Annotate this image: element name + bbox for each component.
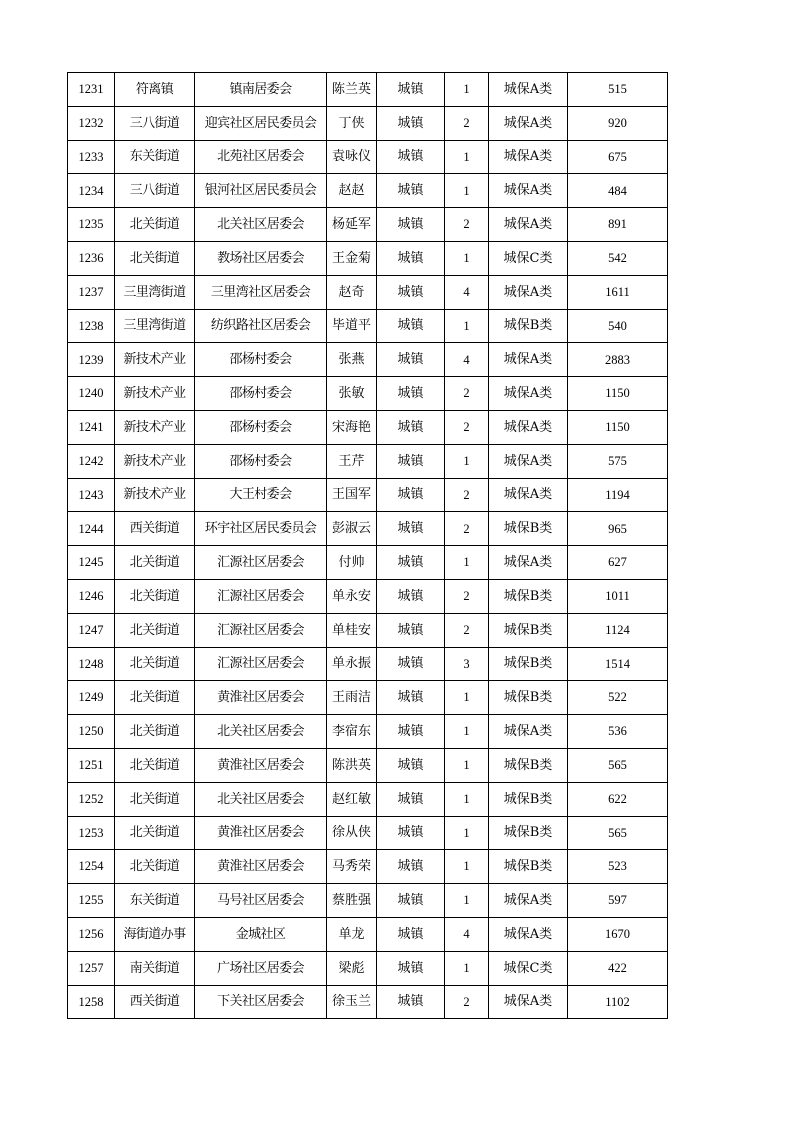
- record-id-cell: 1247: [68, 613, 115, 647]
- household-count-cell: 1: [445, 140, 489, 174]
- amount-cell: 891: [568, 208, 668, 242]
- record-id-cell: 1245: [68, 546, 115, 580]
- household-count-cell: 2: [445, 613, 489, 647]
- area-type-cell: 城镇: [377, 343, 445, 377]
- area-type-cell: 城镇: [377, 275, 445, 309]
- area-type-cell: 城镇: [377, 715, 445, 749]
- community-cell: 北关社区居委会: [195, 715, 327, 749]
- street-cell: 北关街道: [115, 850, 195, 884]
- amount-cell: 622: [568, 782, 668, 816]
- amount-cell: 675: [568, 140, 668, 174]
- area-type-cell: 城镇: [377, 309, 445, 343]
- amount-cell: 965: [568, 512, 668, 546]
- household-count-cell: 3: [445, 647, 489, 681]
- person-name-cell: 王芹: [327, 444, 377, 478]
- amount-cell: 1102: [568, 985, 668, 1019]
- table-row: [68, 410, 668, 444]
- person-name-cell: 马秀荣: [327, 850, 377, 884]
- street-cell: 新技术产业: [115, 444, 195, 478]
- amount-cell: 522: [568, 681, 668, 715]
- table-row: [68, 816, 668, 850]
- community-cell: 汇源社区居委会: [195, 579, 327, 613]
- street-cell: 北关街道: [115, 782, 195, 816]
- amount-cell: 1124: [568, 613, 668, 647]
- household-count-cell: 1: [445, 816, 489, 850]
- record-id-cell: 1257: [68, 951, 115, 985]
- area-type-cell: 城镇: [377, 951, 445, 985]
- person-name-cell: 梁彪: [327, 951, 377, 985]
- insurance-category-cell: 城保A类: [489, 174, 568, 208]
- street-cell: 东关街道: [115, 140, 195, 174]
- table-row: [68, 850, 668, 884]
- insurance-category-cell: 城保B类: [489, 613, 568, 647]
- street-cell: 三里湾街道: [115, 275, 195, 309]
- person-name-cell: 彭淑云: [327, 512, 377, 546]
- insurance-category-cell: 城保A类: [489, 985, 568, 1019]
- record-id-cell: 1236: [68, 241, 115, 275]
- person-name-cell: 蔡胜强: [327, 884, 377, 918]
- household-count-cell: 1: [445, 73, 489, 107]
- record-id-cell: 1253: [68, 816, 115, 850]
- area-type-cell: 城镇: [377, 208, 445, 242]
- amount-cell: 597: [568, 884, 668, 918]
- street-cell: 西关街道: [115, 985, 195, 1019]
- amount-cell: 536: [568, 715, 668, 749]
- record-id-cell: 1237: [68, 275, 115, 309]
- community-cell: 三里湾社区居委会: [195, 275, 327, 309]
- amount-cell: 540: [568, 309, 668, 343]
- table-row: [68, 73, 668, 107]
- person-name-cell: 赵奇: [327, 275, 377, 309]
- community-cell: 大王村委会: [195, 478, 327, 512]
- person-name-cell: 张敏: [327, 377, 377, 411]
- community-cell: 马号社区居委会: [195, 884, 327, 918]
- record-id-cell: 1251: [68, 748, 115, 782]
- record-id-cell: 1250: [68, 715, 115, 749]
- street-cell: 北关街道: [115, 647, 195, 681]
- street-cell: 东关街道: [115, 884, 195, 918]
- person-name-cell: 杨延军: [327, 208, 377, 242]
- insurance-category-cell: 城保B类: [489, 850, 568, 884]
- insurance-category-cell: 城保A类: [489, 917, 568, 951]
- street-cell: 符离镇: [115, 73, 195, 107]
- person-name-cell: 李宿东: [327, 715, 377, 749]
- area-type-cell: 城镇: [377, 512, 445, 546]
- household-count-cell: 1: [445, 546, 489, 580]
- community-cell: 北关社区居委会: [195, 208, 327, 242]
- area-type-cell: 城镇: [377, 917, 445, 951]
- amount-cell: 484: [568, 174, 668, 208]
- area-type-cell: 城镇: [377, 579, 445, 613]
- insurance-category-cell: 城保A类: [489, 410, 568, 444]
- community-cell: 邵杨村委会: [195, 444, 327, 478]
- community-cell: 黄淮社区居委会: [195, 748, 327, 782]
- table-row: [68, 377, 668, 411]
- household-count-cell: 2: [445, 985, 489, 1019]
- record-id-cell: 1249: [68, 681, 115, 715]
- household-count-cell: 1: [445, 850, 489, 884]
- record-id-cell: 1232: [68, 106, 115, 140]
- street-cell: 北关街道: [115, 241, 195, 275]
- record-id-cell: 1243: [68, 478, 115, 512]
- insurance-category-cell: 城保B类: [489, 816, 568, 850]
- record-id-cell: 1239: [68, 343, 115, 377]
- amount-cell: 1514: [568, 647, 668, 681]
- table-row: [68, 140, 668, 174]
- record-id-cell: 1238: [68, 309, 115, 343]
- person-name-cell: 王国军: [327, 478, 377, 512]
- community-cell: 教场社区居委会: [195, 241, 327, 275]
- insurance-category-cell: 城保A类: [489, 343, 568, 377]
- insurance-category-cell: 城保A类: [489, 208, 568, 242]
- amount-cell: 1150: [568, 410, 668, 444]
- household-count-cell: 2: [445, 478, 489, 512]
- area-type-cell: 城镇: [377, 174, 445, 208]
- record-id-cell: 1252: [68, 782, 115, 816]
- area-type-cell: 城镇: [377, 782, 445, 816]
- person-name-cell: 单龙: [327, 917, 377, 951]
- table-row: [68, 681, 668, 715]
- street-cell: 三八街道: [115, 174, 195, 208]
- table-row: [68, 546, 668, 580]
- table-row: [68, 613, 668, 647]
- insurance-category-cell: 城保A类: [489, 478, 568, 512]
- record-id-cell: 1233: [68, 140, 115, 174]
- record-id-cell: 1242: [68, 444, 115, 478]
- community-cell: 邵杨村委会: [195, 410, 327, 444]
- table-row: [68, 309, 668, 343]
- area-type-cell: 城镇: [377, 106, 445, 140]
- table-row: [68, 444, 668, 478]
- table-body: [68, 73, 668, 1019]
- person-name-cell: 徐玉兰: [327, 985, 377, 1019]
- community-cell: 纺织路社区居委会: [195, 309, 327, 343]
- community-cell: 环宇社区居民委员会: [195, 512, 327, 546]
- street-cell: 三八街道: [115, 106, 195, 140]
- community-cell: 邵杨村委会: [195, 377, 327, 411]
- community-cell: 汇源社区居委会: [195, 546, 327, 580]
- street-cell: 北关街道: [115, 208, 195, 242]
- insurance-category-cell: 城保A类: [489, 275, 568, 309]
- household-count-cell: 1: [445, 884, 489, 918]
- record-id-cell: 1231: [68, 73, 115, 107]
- area-type-cell: 城镇: [377, 884, 445, 918]
- household-count-cell: 1: [445, 309, 489, 343]
- household-count-cell: 4: [445, 275, 489, 309]
- area-type-cell: 城镇: [377, 377, 445, 411]
- person-name-cell: 赵红敏: [327, 782, 377, 816]
- person-name-cell: 陈洪英: [327, 748, 377, 782]
- record-id-cell: 1256: [68, 917, 115, 951]
- community-cell: 银河社区居民委员会: [195, 174, 327, 208]
- area-type-cell: 城镇: [377, 410, 445, 444]
- street-cell: 北关街道: [115, 748, 195, 782]
- household-count-cell: 1: [445, 782, 489, 816]
- amount-cell: 1011: [568, 579, 668, 613]
- table-row: [68, 241, 668, 275]
- street-cell: 西关街道: [115, 512, 195, 546]
- insurance-category-cell: 城保B类: [489, 748, 568, 782]
- person-name-cell: 张燕: [327, 343, 377, 377]
- person-name-cell: 徐从侠: [327, 816, 377, 850]
- amount-cell: 920: [568, 106, 668, 140]
- table-row: [68, 782, 668, 816]
- amount-cell: 1194: [568, 478, 668, 512]
- community-cell: 下关社区居委会: [195, 985, 327, 1019]
- street-cell: 海街道办事: [115, 917, 195, 951]
- street-cell: 北关街道: [115, 681, 195, 715]
- area-type-cell: 城镇: [377, 73, 445, 107]
- community-cell: 汇源社区居委会: [195, 647, 327, 681]
- insurance-category-cell: 城保C类: [489, 241, 568, 275]
- street-cell: 三里湾街道: [115, 309, 195, 343]
- street-cell: 新技术产业: [115, 343, 195, 377]
- record-id-cell: 1248: [68, 647, 115, 681]
- street-cell: 北关街道: [115, 613, 195, 647]
- household-count-cell: 1: [445, 444, 489, 478]
- record-id-cell: 1246: [68, 579, 115, 613]
- table-row: [68, 275, 668, 309]
- street-cell: 北关街道: [115, 816, 195, 850]
- household-count-cell: 4: [445, 917, 489, 951]
- community-cell: 广场社区居委会: [195, 951, 327, 985]
- community-cell: 迎宾社区居民委员会: [195, 106, 327, 140]
- table-row: [68, 106, 668, 140]
- street-cell: 新技术产业: [115, 377, 195, 411]
- person-name-cell: 单永振: [327, 647, 377, 681]
- amount-cell: 575: [568, 444, 668, 478]
- area-type-cell: 城镇: [377, 985, 445, 1019]
- table-row: [68, 715, 668, 749]
- table-row: [68, 512, 668, 546]
- street-cell: 北关街道: [115, 546, 195, 580]
- table-row: [68, 174, 668, 208]
- person-name-cell: 王雨洁: [327, 681, 377, 715]
- area-type-cell: 城镇: [377, 681, 445, 715]
- community-cell: 北关社区居委会: [195, 782, 327, 816]
- street-cell: 北关街道: [115, 579, 195, 613]
- table-row: [68, 884, 668, 918]
- insurance-category-cell: 城保A类: [489, 715, 568, 749]
- record-id-cell: 1244: [68, 512, 115, 546]
- insurance-category-cell: 城保A类: [489, 140, 568, 174]
- amount-cell: 515: [568, 73, 668, 107]
- community-cell: 黄淮社区居委会: [195, 850, 327, 884]
- insurance-category-cell: 城保B类: [489, 681, 568, 715]
- household-count-cell: 1: [445, 748, 489, 782]
- amount-cell: 2883: [568, 343, 668, 377]
- community-cell: 黄淮社区居委会: [195, 681, 327, 715]
- record-id-cell: 1235: [68, 208, 115, 242]
- person-name-cell: 赵赵: [327, 174, 377, 208]
- area-type-cell: 城镇: [377, 546, 445, 580]
- household-count-cell: 1: [445, 174, 489, 208]
- household-count-cell: 4: [445, 343, 489, 377]
- record-id-cell: 1255: [68, 884, 115, 918]
- record-id-cell: 1258: [68, 985, 115, 1019]
- area-type-cell: 城镇: [377, 748, 445, 782]
- household-count-cell: 2: [445, 377, 489, 411]
- household-count-cell: 1: [445, 241, 489, 275]
- street-cell: 北关街道: [115, 715, 195, 749]
- household-count-cell: 2: [445, 512, 489, 546]
- person-name-cell: 毕道平: [327, 309, 377, 343]
- insurance-category-cell: 城保B类: [489, 309, 568, 343]
- person-name-cell: 单永安: [327, 579, 377, 613]
- person-name-cell: 宋海艳: [327, 410, 377, 444]
- insurance-category-cell: 城保A类: [489, 73, 568, 107]
- amount-cell: 422: [568, 951, 668, 985]
- household-count-cell: 2: [445, 410, 489, 444]
- amount-cell: 1670: [568, 917, 668, 951]
- table-row: [68, 748, 668, 782]
- person-name-cell: 付帅: [327, 546, 377, 580]
- records-table: [67, 72, 668, 1019]
- table-row: [68, 917, 668, 951]
- street-cell: 新技术产业: [115, 478, 195, 512]
- person-name-cell: 袁咏仪: [327, 140, 377, 174]
- table-row: [68, 579, 668, 613]
- area-type-cell: 城镇: [377, 850, 445, 884]
- insurance-category-cell: 城保A类: [489, 444, 568, 478]
- amount-cell: 523: [568, 850, 668, 884]
- insurance-category-cell: 城保A类: [489, 106, 568, 140]
- community-cell: 北苑社区居委会: [195, 140, 327, 174]
- record-id-cell: 1240: [68, 377, 115, 411]
- person-name-cell: 单桂安: [327, 613, 377, 647]
- household-count-cell: 2: [445, 208, 489, 242]
- table-row: [68, 208, 668, 242]
- insurance-category-cell: 城保B类: [489, 579, 568, 613]
- area-type-cell: 城镇: [377, 140, 445, 174]
- area-type-cell: 城镇: [377, 647, 445, 681]
- person-name-cell: 陈兰英: [327, 73, 377, 107]
- table-row: [68, 478, 668, 512]
- insurance-category-cell: 城保A类: [489, 884, 568, 918]
- area-type-cell: 城镇: [377, 613, 445, 647]
- insurance-category-cell: 城保B类: [489, 647, 568, 681]
- area-type-cell: 城镇: [377, 241, 445, 275]
- household-count-cell: 2: [445, 579, 489, 613]
- amount-cell: 1150: [568, 377, 668, 411]
- amount-cell: 542: [568, 241, 668, 275]
- insurance-category-cell: 城保B类: [489, 782, 568, 816]
- table-row: [68, 647, 668, 681]
- area-type-cell: 城镇: [377, 478, 445, 512]
- record-id-cell: 1254: [68, 850, 115, 884]
- household-count-cell: 1: [445, 681, 489, 715]
- community-cell: 黄淮社区居委会: [195, 816, 327, 850]
- community-cell: 镇南居委会: [195, 73, 327, 107]
- household-count-cell: 2: [445, 106, 489, 140]
- area-type-cell: 城镇: [377, 816, 445, 850]
- amount-cell: 565: [568, 748, 668, 782]
- household-count-cell: 1: [445, 951, 489, 985]
- household-count-cell: 1: [445, 715, 489, 749]
- insurance-category-cell: 城保A类: [489, 546, 568, 580]
- table-row: [68, 343, 668, 377]
- community-cell: 金城社区: [195, 917, 327, 951]
- amount-cell: 627: [568, 546, 668, 580]
- person-name-cell: 丁侠: [327, 106, 377, 140]
- community-cell: 汇源社区居委会: [195, 613, 327, 647]
- community-cell: 邵杨村委会: [195, 343, 327, 377]
- record-id-cell: 1241: [68, 410, 115, 444]
- area-type-cell: 城镇: [377, 444, 445, 478]
- amount-cell: 565: [568, 816, 668, 850]
- table-row: [68, 951, 668, 985]
- insurance-category-cell: 城保B类: [489, 512, 568, 546]
- amount-cell: 1611: [568, 275, 668, 309]
- street-cell: 新技术产业: [115, 410, 195, 444]
- person-name-cell: 王金菊: [327, 241, 377, 275]
- insurance-category-cell: 城保A类: [489, 377, 568, 411]
- record-id-cell: 1234: [68, 174, 115, 208]
- street-cell: 南关街道: [115, 951, 195, 985]
- insurance-category-cell: 城保C类: [489, 951, 568, 985]
- table-row: [68, 985, 668, 1019]
